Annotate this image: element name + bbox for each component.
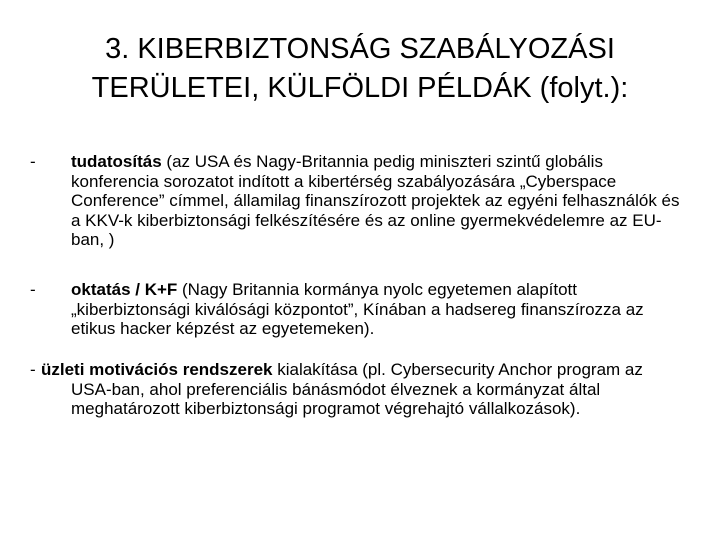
bullet-body [71,152,680,250]
bullet-text: (Nagy Britannia kormánya nyolc egyetemen alapított „kiberbiztonsági kiválósági központot”, Kínában a hadsereg finanszírozza az etikus hacker képzést az egyetemeken). [71,280,644,338]
bullet-keyword: oktatás / K+F [71,280,178,299]
bullet-dash: - [30,280,36,299]
bullet-body [30,360,680,419]
bullet-awareness [30,152,680,250]
bullet-body [71,280,680,339]
bullet-keyword: tudatosítás [71,152,162,171]
bullet-text: kialakítása (pl. Cybersecurity Anchor program az USA-ban, ahol preferenciális bánásmódot élveznek a kormányzat által meghatározott kiberbiztonsági programot végrehajtó vállalkozások). [71,360,643,418]
bullet-business-incentives [30,360,680,419]
bullet-education [30,280,680,339]
bullet-dash: - [30,152,36,171]
slide-title [20,30,700,108]
bullet-dash: - [30,360,36,379]
bullet-text: (az USA és Nagy-Britannia pedig miniszteri szintű globális konferencia sorozatot indított a kibertérség szabályozására „Cyberspace Conference” címmel, államilag finanszírozott projektek az egyéni felhasználók és a KKV-k kiberbiztonsági felkészítésére és az online gyermekvédelemre az EU-ban, ) [71,152,680,249]
bullet-keyword: üzleti motivációs rendszerek [41,360,273,379]
title-line-2: TERÜLETEI, KÜLFÖLDI PÉLDÁK (folyt.): [91,72,629,104]
title-line-1: 3. KIBERBIZTONSÁG SZABÁLYOZÁSI [105,33,615,65]
